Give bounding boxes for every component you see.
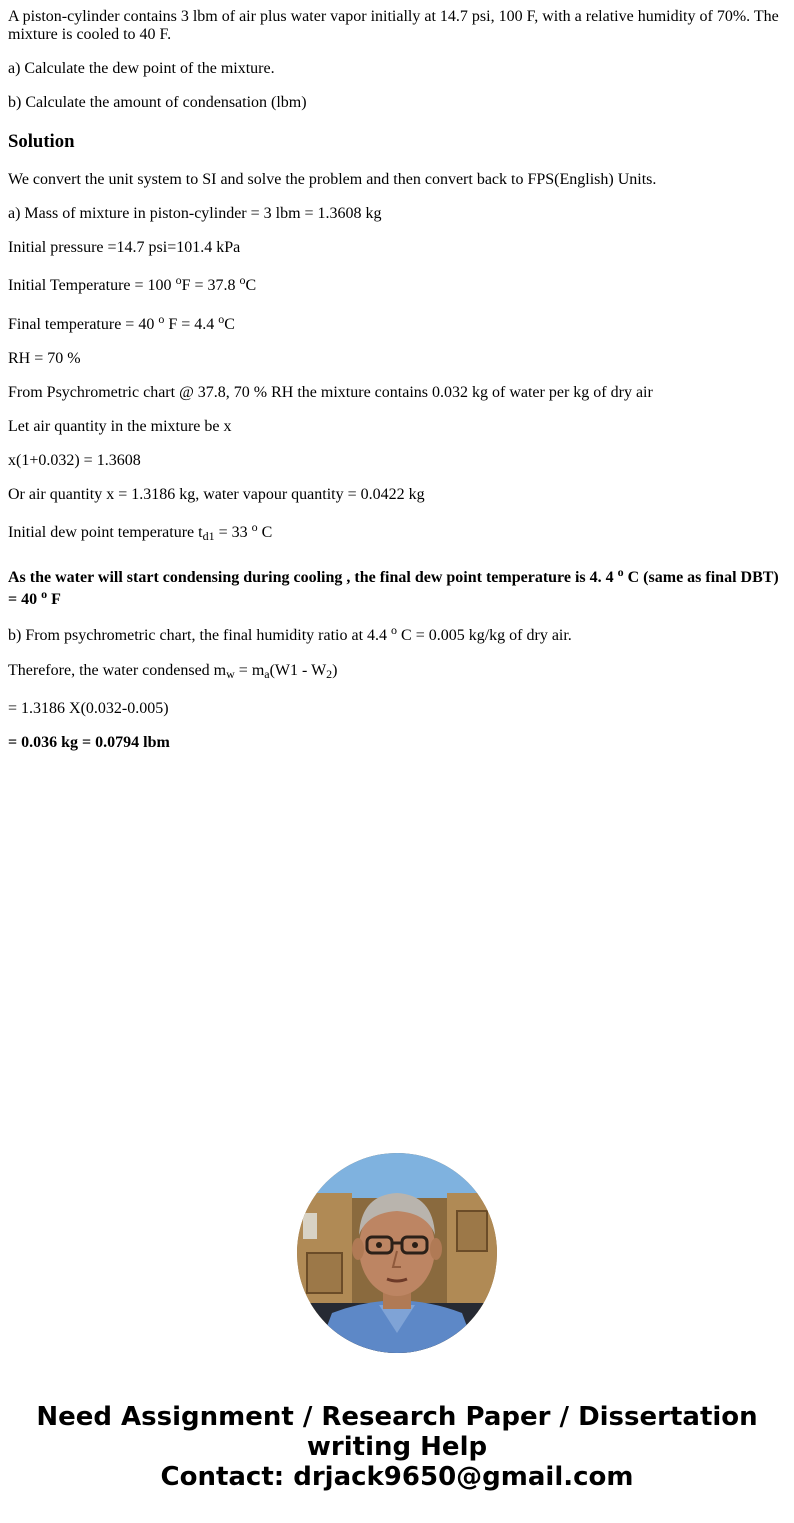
text-segment: Therefore, the water condensed m <box>8 662 227 679</box>
footer-line-2: writing Help <box>306 1432 488 1462</box>
text-segment: Final temperature = 40 <box>8 316 159 333</box>
footer-banner <box>0 1402 794 1492</box>
degree-superscript: o <box>218 312 225 326</box>
problem-part-a: a) Calculate the dew point of the mixture. <box>8 60 275 77</box>
text-segment: F <box>47 591 61 608</box>
text-segment: C <box>245 277 257 294</box>
degree-superscript: o <box>239 273 246 287</box>
calculation-line: = 1.3186 X(0.032-0.005) <box>8 700 169 717</box>
initial-temperature-line <box>8 273 257 295</box>
subscript: d1 <box>202 529 215 543</box>
air-water-line: Or air quantity x = 1.3186 kg, water vapour quantity = 0.0422 kg <box>8 486 425 503</box>
text-segment: C (same as final DBT) = 40 <box>8 569 779 608</box>
text-segment: b) From psychrometric chart, the final humidity ratio at 4.4 <box>8 627 392 644</box>
degree-superscript: o <box>175 273 182 287</box>
text-segment: Initial Temperature = 100 <box>8 277 176 294</box>
text-segment: ) <box>332 662 338 679</box>
avatar <box>297 1153 497 1353</box>
text-segment: (W1 - W <box>269 662 327 679</box>
let-air-line: Let air quantity in the mixture be x <box>8 418 232 435</box>
text-segment: = 33 <box>214 524 252 541</box>
text-segment: Initial dew point temperature t <box>8 524 203 541</box>
degree-superscript: o <box>158 312 165 326</box>
subscript: w <box>226 667 235 681</box>
degree-superscript: o <box>617 565 624 579</box>
chart-reading-line: From Psychrometric chart @ 37.8, 70 % RH the mixture contains 0.032 kg of water per kg of dry air <box>8 384 653 401</box>
solution-intro: We convert the unit system to SI and solve the problem and then convert back to FPS(English) Units. <box>8 171 657 188</box>
text-segment: F = 37.8 <box>181 277 240 294</box>
text-segment: C = 0.005 kg/kg of dry air. <box>397 627 572 644</box>
water-condensed-line <box>8 662 338 680</box>
problem-part-b: b) Calculate the amount of condensation (lbm) <box>8 94 307 111</box>
subscript: 2 <box>326 667 333 681</box>
degree-superscript: o <box>391 623 398 637</box>
final-humidity-line <box>8 623 572 645</box>
dew-point-line <box>8 520 273 543</box>
result-line: = 0.036 kg = 0.0794 lbm <box>8 734 170 751</box>
text-segment: As the water will start condensing during cooling , the final dew point temperature is 4. 4 <box>8 569 618 586</box>
final-dew-point-line <box>8 567 786 611</box>
mass-line: a) Mass of mixture in piston-cylinder = 3 lbm = 1.3608 kg <box>8 205 382 222</box>
equation-line: x(1+0.032) = 1.3608 <box>8 452 141 469</box>
person-portrait-icon <box>297 1153 497 1353</box>
subscript: a <box>264 667 270 681</box>
initial-pressure-line: Initial pressure =14.7 psi=101.4 kPa <box>8 239 241 256</box>
degree-superscript: o <box>251 520 258 534</box>
text-segment: F = 4.4 <box>164 316 219 333</box>
footer-contact-line: Contact: drjack9650@gmail.com <box>160 1462 634 1492</box>
rh-line: RH = 70 % <box>8 350 81 367</box>
degree-superscript: o <box>41 587 48 601</box>
footer-line-1: Need Assignment / Research Paper / Dissertation <box>36 1402 758 1432</box>
final-temperature-line <box>8 312 235 334</box>
problem-statement: A piston-cylinder contains 3 lbm of air plus water vapor initially at 14.7 psi, 100 F, with a relative humidity of 70%. The mixture is cooled to 40 F. <box>8 8 779 43</box>
solution-heading: Solution <box>8 131 75 152</box>
text-segment: C <box>224 316 235 333</box>
text-segment: = m <box>234 662 265 679</box>
text-segment: C <box>257 524 273 541</box>
